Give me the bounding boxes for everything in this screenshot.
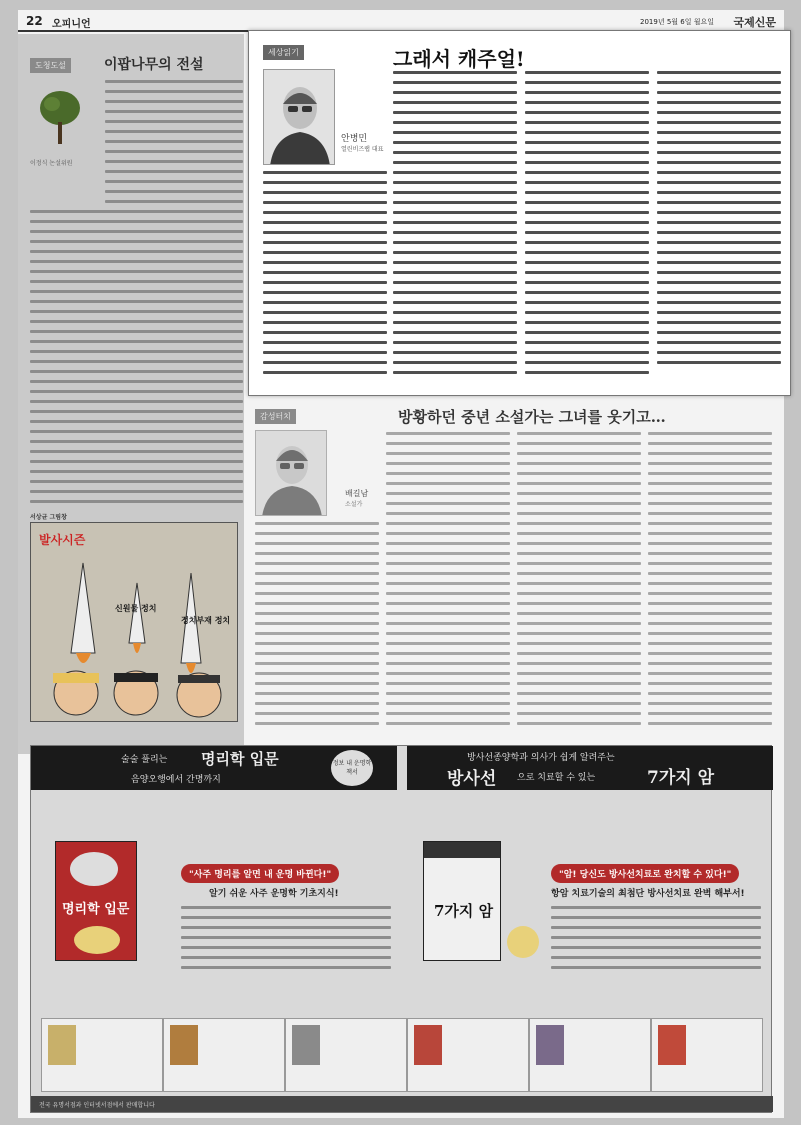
second-col-2 <box>386 432 510 732</box>
right-book-cover <box>423 841 501 961</box>
featured-col-4 <box>657 71 781 386</box>
right-subtagline: 항암 치료기술의 최첨단 방사선치료 완벽 해부서! <box>551 889 745 899</box>
cartoon-text-3: 정치부재 정치 <box>181 616 231 625</box>
featured-col-2 <box>393 71 517 386</box>
left-book-title: 명리학 입문 <box>62 902 130 917</box>
second-author-role: 소설가 <box>345 501 363 508</box>
second-author-name: 배길남 <box>345 489 369 498</box>
editorial-cartoon <box>30 522 238 722</box>
left-banner-sub: 음양오행에서 간명까지 <box>131 775 221 785</box>
cartoon-text-1: 발사시즌 <box>39 533 86 547</box>
second-col-3 <box>517 432 641 732</box>
second-col-4 <box>648 432 772 732</box>
book-thumb-1 <box>48 1025 76 1065</box>
author-portrait <box>263 69 335 165</box>
left-banner-main: 명리학 입문 <box>201 750 279 768</box>
book-advertisement <box>30 745 772 1113</box>
featured-col-3 <box>525 71 649 386</box>
right-tagline: "암! 당신도 방사선치료로 완치할 수 있다!" <box>551 864 739 883</box>
right-banner-main: 방사선 <box>447 769 497 789</box>
second-col-1 <box>255 522 379 732</box>
book-thumb-3 <box>292 1025 320 1065</box>
left-ad-banner <box>31 746 397 790</box>
page-number: 22 <box>26 14 43 28</box>
second-title: 방황하던 중년 소설가는 그녀를 웃기고… <box>398 408 666 426</box>
right-ad-banner <box>407 746 773 790</box>
right-book-title: 7가지 암 <box>434 902 494 920</box>
tree-icon <box>38 88 82 148</box>
column-body <box>30 210 243 508</box>
book-strip-3 <box>285 1018 407 1092</box>
left-tagline: "사주 명리를 알면 내 운명 바뀐다!" <box>181 864 339 883</box>
column-tag: 도청도설 <box>30 58 71 73</box>
left-book-seal <box>74 926 120 954</box>
book-thumb-4 <box>414 1025 442 1065</box>
portrait-photo <box>264 70 335 165</box>
book-strip-5 <box>529 1018 651 1092</box>
column-body-top <box>105 80 243 210</box>
featured-article <box>248 30 791 396</box>
author-caption: 이정식 논설위원 <box>30 160 73 167</box>
left-banner-badge: 정보 내 운명학 책서 <box>331 750 373 786</box>
left-ad-body <box>181 906 391 976</box>
right-ad-body <box>551 906 761 976</box>
column-title: 이팝나무의 전설 <box>104 57 204 73</box>
book-strip-6 <box>651 1018 763 1092</box>
book-thumb-2 <box>170 1025 198 1065</box>
book-strip-2 <box>163 1018 285 1092</box>
right-banner-count: 7가지 암 <box>647 768 715 788</box>
featured-tag: 세상읽기 <box>263 45 304 60</box>
ad-footer: 전국 유명서점과 인터넷서점에서 판매합니다 <box>31 1096 773 1112</box>
left-banner-prefix: 술술 풀리는 <box>121 755 168 765</box>
issue-date: 2019년 5월 6일 월요일 <box>640 18 714 26</box>
newspaper-logo: 국제신문 <box>733 16 776 29</box>
right-book-header <box>424 842 501 858</box>
second-author-portrait <box>255 430 327 516</box>
right-banner-rest: 으로 치료할 수 있는 <box>517 773 596 783</box>
featured-title: 그래서 캐주얼! <box>393 47 525 71</box>
cartoon-text-2: 신원물 정치 <box>115 604 157 613</box>
cartoon-tag: 서상균 그림창 <box>30 514 67 521</box>
author-name: 안병민 <box>341 134 368 144</box>
second-tag: 감성터치 <box>255 409 296 424</box>
left-book-emblem <box>70 852 118 886</box>
book-strip-4 <box>407 1018 529 1092</box>
left-book-cover <box>55 841 137 961</box>
right-book-seal <box>507 926 539 958</box>
section-name: 오피니언 <box>52 19 91 30</box>
masthead <box>18 10 784 32</box>
book-strip-1 <box>41 1018 163 1092</box>
featured-col-1 <box>263 171 387 386</box>
book-thumb-6 <box>658 1025 686 1065</box>
book-thumb-5 <box>536 1025 564 1065</box>
right-banner-top: 방사선종양학과 의사가 쉽게 알려주는 <box>467 753 615 763</box>
author-role: 열린비즈랩 대표 <box>341 146 384 153</box>
left-subtagline: 알기 쉬운 사주 운명학 기초지식! <box>209 889 339 899</box>
second-portrait-photo <box>256 431 327 516</box>
